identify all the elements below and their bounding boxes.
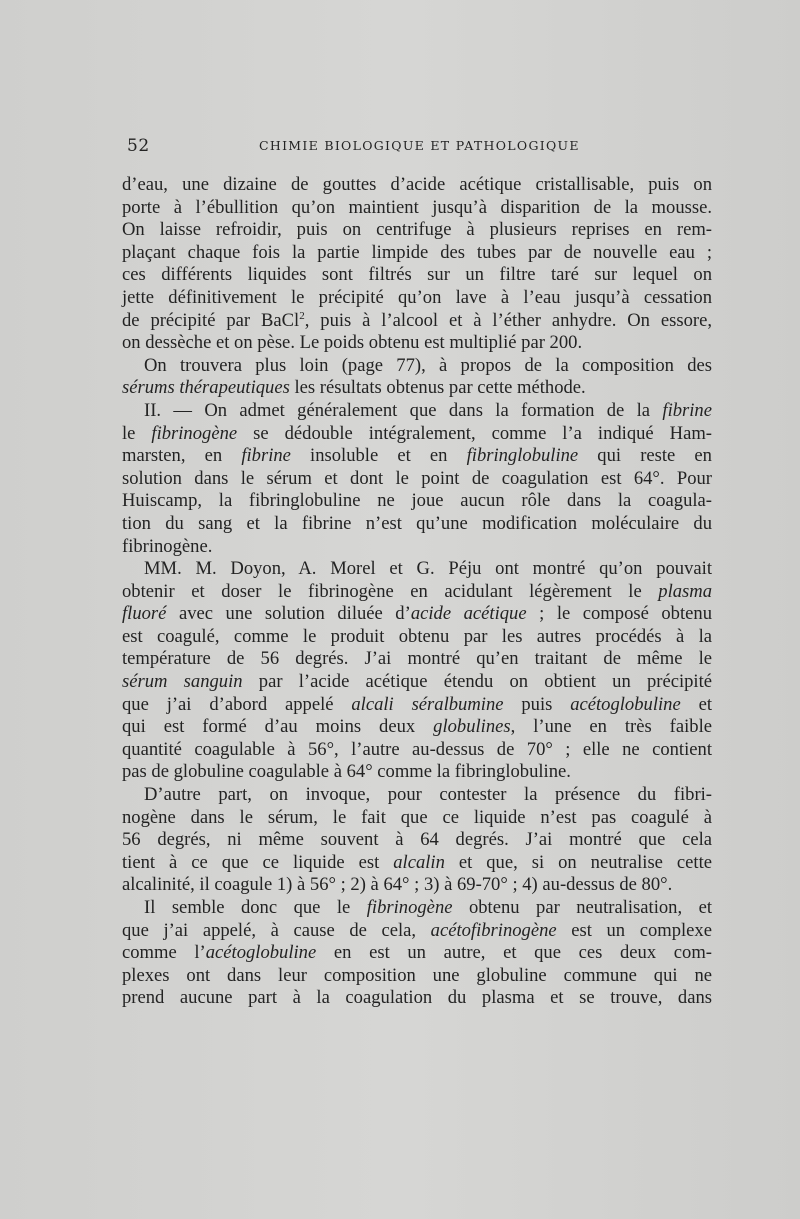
text-line <box>122 423 712 446</box>
text-segment: tion du sang et la fibrine n’est qu’une modification moléculaire du <box>122 512 712 534</box>
text-segment: prend aucune part à la coagulation du plasma et se trouve, dans <box>122 987 712 1009</box>
italic-term: fibrine <box>241 445 291 467</box>
text-line <box>122 219 712 242</box>
text-segment: Il semble donc que le <box>144 897 367 918</box>
running-head: CHIMIE BIOLOGIQUE ET PATHOLOGIQUE <box>259 138 580 153</box>
text-segment: de précipité par BaCl <box>122 309 300 331</box>
text-line <box>122 174 712 197</box>
text-line <box>122 626 712 649</box>
text-line <box>122 897 712 920</box>
text-line <box>122 603 712 626</box>
text-segment: solution dans le sérum et dont le point de coagulation est 64°. Pour <box>122 467 712 489</box>
text-segment: , puis à l’alcool et à l’éther anhydre. On essore, <box>304 309 712 331</box>
text-segment: tient à ce que ce liquide est <box>122 851 394 873</box>
text-segment: obtenu par neutralisation, et <box>452 897 712 918</box>
italic-term: globulines <box>433 716 511 738</box>
text-segment: ; le composé obtenu <box>526 603 712 625</box>
text-segment: que j’ai appelé, à cause de cela, <box>122 919 431 941</box>
text-line <box>122 264 712 287</box>
text-segment: ces différents liquides sont filtrés sur un filtre taré sur lequel on <box>122 264 712 286</box>
text-segment: marsten, en <box>122 445 242 467</box>
italic-term: sérums thérapeutiques <box>122 377 290 399</box>
text-segment: le <box>122 422 152 444</box>
text-line <box>122 581 712 604</box>
italic-term: fibringlobuline <box>466 445 579 467</box>
text-line <box>122 377 712 400</box>
text-line <box>122 874 712 897</box>
text-segment: on dessèche et on pèse. Le poids obtenu est multiplié par 200. <box>122 332 583 354</box>
text-segment: pas de globuline coagulable à 64° comme la fibringlobuline. <box>122 761 571 783</box>
text-segment: d’eau, une dizaine de gouttes d’acide acétique cristallisable, puis on <box>122 174 712 195</box>
text-segment: On laisse refroidir, puis on centrifuge à plusieurs reprises en rem- <box>122 219 712 241</box>
text-line <box>122 829 712 852</box>
text-segment: en est un autre, et que ces deux com- <box>316 942 712 964</box>
page-header <box>127 136 708 158</box>
text-segment: puis <box>503 693 571 715</box>
text-segment: plaçant chaque fois la partie limpide des tubes par de nouvelle eau ; <box>122 241 712 263</box>
text-segment: avec une solution diluée d’ <box>166 603 411 625</box>
text-line <box>122 490 712 513</box>
text-line <box>122 942 712 965</box>
text-segment: , l’une en très faible <box>510 716 713 738</box>
text-line <box>122 558 712 581</box>
text-line <box>122 739 712 762</box>
text-segment: 56 degrés, ni même souvent à 64 degrés. J’ai montré que cela <box>122 829 712 851</box>
text-segment: est coagulé, comme le produit obtenu par les autres procédés à la <box>122 625 712 647</box>
italic-term: acétoglobuline <box>205 942 317 964</box>
text-segment: II. — On admet généralement que dans la formation de la <box>144 399 663 421</box>
text-line <box>122 694 712 717</box>
text-segment: jette définitivement le précipité qu’on lave à l’eau jusqu’à cessation <box>122 286 712 308</box>
text-segment: MM. M. Doyon, A. Morel et G. Péju ont montré qu’on pouvait <box>144 558 712 580</box>
text-segment: obtenir et doser le fibrinogène en acidulant légèrement le <box>122 580 659 602</box>
text-line <box>122 784 712 807</box>
text-line <box>122 807 712 830</box>
text-line <box>122 761 712 784</box>
text-segment: qui est formé d’au moins deux <box>122 716 434 738</box>
text-segment: D’autre part, on invoque, pour contester la présence du fibri- <box>144 784 712 806</box>
text-segment: nogène dans le sérum, le fait que ce liquide n’est pas coagulé à <box>122 806 712 828</box>
text-line <box>122 287 712 310</box>
text-segment: comme l’ <box>122 942 206 964</box>
text-segment: fibrinogène. <box>122 535 213 557</box>
text-line <box>122 242 712 265</box>
text-line <box>122 468 712 491</box>
text-segment: par l’acide acétique étendu on obtient un précipité <box>242 671 712 693</box>
text-line <box>122 987 712 1010</box>
text-segment: est un complexe <box>556 919 712 941</box>
text-line <box>122 852 712 875</box>
italic-term: acide acétique <box>410 603 527 625</box>
superscript: 2 <box>299 309 305 322</box>
italic-term: fibrine <box>662 399 712 421</box>
text-segment: température de 56 degrés. J’ai montré qu’en traitant de même le <box>122 648 712 670</box>
body-text <box>122 174 712 1010</box>
text-segment: quantité coagulable à 56°, l’autre au-dessus de 70° ; elle ne contient <box>122 738 712 760</box>
text-line <box>122 513 712 536</box>
text-segment: plexes ont dans leur composition une globuline commune qui ne <box>122 964 712 986</box>
italic-term: fibrinogène <box>151 422 238 444</box>
text-line <box>122 536 712 559</box>
italic-term: fibrinogène <box>366 897 453 918</box>
text-line <box>122 965 712 988</box>
text-line <box>122 445 712 468</box>
text-line <box>122 716 712 739</box>
italic-term: acétoglobuline <box>570 693 681 715</box>
text-line <box>122 671 712 694</box>
italic-term: fluoré <box>122 603 167 625</box>
text-line <box>122 920 712 943</box>
text-segment: On trouvera plus loin (page 77), à propos de la composition des <box>144 354 712 376</box>
text-segment: Huiscamp, la fibringlobuline ne joue aucun rôle dans la coagula- <box>122 490 712 512</box>
text-segment: se dédouble intégralement, comme l’a indiqué Ham- <box>237 422 712 444</box>
text-line <box>122 400 712 423</box>
italic-term: alcalin <box>393 851 445 873</box>
text-line <box>122 355 712 378</box>
text-segment: que j’ai d’abord appelé <box>122 693 352 715</box>
text-segment: porte à l’ébullition qu’on maintient jusqu’à disparition de la mousse. <box>122 196 712 218</box>
italic-term: alcali séralbumine <box>351 693 504 715</box>
page-number: 52 <box>127 136 150 156</box>
text-segment: alcalinité, il coagule 1) à 56° ; 2) à 64° ; 3) à 69-70° ; 4) au-dessus de 80°. <box>122 874 673 896</box>
italic-term: acétofibrinogène <box>430 919 557 941</box>
italic-term: plasma <box>658 580 712 602</box>
text-line <box>122 310 712 333</box>
text-line <box>122 332 712 355</box>
text-segment: insoluble et en <box>290 445 467 467</box>
text-segment: qui reste en <box>578 445 712 467</box>
text-segment: et que, si on neutralise cette <box>444 851 712 873</box>
text-segment: les résultats obtenus par cette méthode. <box>289 377 586 399</box>
text-segment: et <box>680 693 712 715</box>
text-line <box>122 648 712 671</box>
italic-term: sérum sanguin <box>122 671 243 693</box>
text-line <box>122 197 712 220</box>
